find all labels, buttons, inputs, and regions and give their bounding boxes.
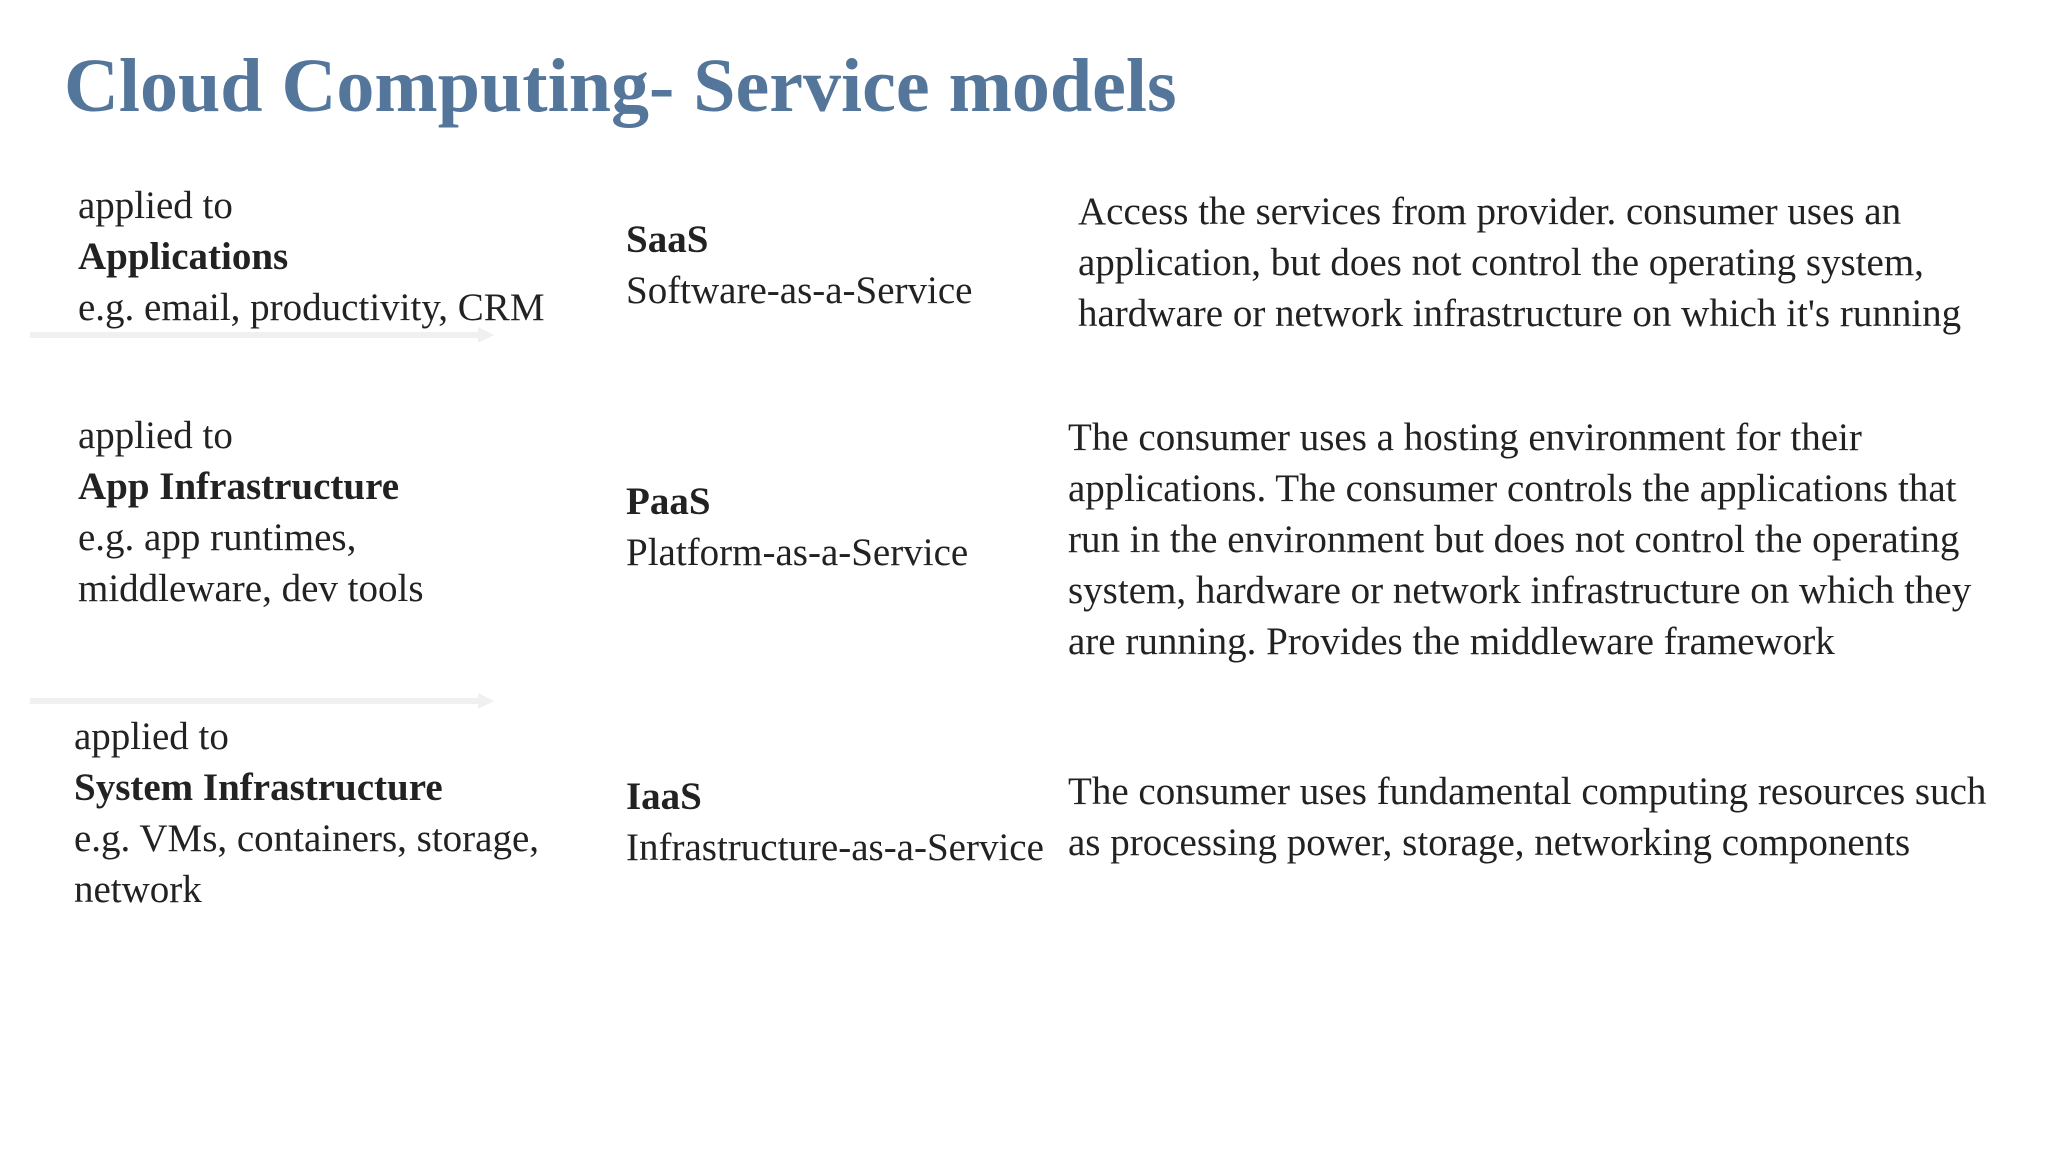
- applied-target: App Infrastructure: [78, 465, 400, 508]
- examples-line: middleware, dev tools: [78, 567, 424, 610]
- model-abbr: IaaS: [626, 775, 702, 818]
- model-full-name: Platform-as-a-Service: [626, 531, 969, 574]
- description-line: application, but does not control the operating system,: [1078, 241, 1924, 284]
- description-line: system, hardware or network infrastructure on which they: [1068, 569, 1972, 612]
- examples-line: e.g. VMs, containers, storage,: [74, 817, 540, 860]
- model-saas: [626, 214, 973, 316]
- model-full-name: Infrastructure-as-a-Service: [626, 826, 1044, 869]
- examples-line: network: [74, 868, 202, 911]
- model-full-name: Software-as-a-Service: [626, 269, 973, 312]
- model-abbr: SaaS: [626, 218, 709, 261]
- model-iaas: [626, 771, 1044, 873]
- description-line: Access the services from provider. consumer uses an: [1078, 190, 1902, 233]
- examples-line: e.g. app runtimes,: [78, 516, 357, 559]
- applied-to-app-infrastructure: [78, 410, 424, 614]
- arrow-divider-2: [30, 698, 480, 704]
- model-paas: [626, 476, 968, 578]
- model-abbr: PaaS: [626, 480, 711, 523]
- description-line: as processing power, storage, networking components: [1068, 821, 1911, 864]
- description-line: are running. Provides the middleware framework: [1068, 620, 1835, 663]
- applied-target: Applications: [78, 235, 289, 278]
- applied-target: System Infrastructure: [74, 766, 443, 809]
- description-line: The consumer uses a hosting environment for their: [1068, 416, 1862, 459]
- description-paas: [1068, 412, 1971, 667]
- applied-prefix: applied to: [78, 414, 233, 457]
- arrow-divider-1: [30, 332, 480, 338]
- description-line: run in the environment but does not control the operating: [1068, 518, 1960, 561]
- slide-title: Cloud Computing- Service models: [64, 44, 1177, 128]
- description-saas: [1078, 186, 1961, 339]
- applied-to-system-infrastructure: [74, 711, 539, 915]
- examples-line: e.g. email, productivity, CRM: [78, 286, 545, 329]
- applied-to-applications: [78, 180, 545, 333]
- description-line: hardware or network infrastructure on which it's running: [1078, 292, 1962, 335]
- applied-prefix: applied to: [78, 184, 233, 227]
- applied-prefix: applied to: [74, 715, 229, 758]
- description-iaas: [1068, 766, 1986, 868]
- description-line: applications. The consumer controls the applications that: [1068, 467, 1957, 510]
- description-line: The consumer uses fundamental computing resources such: [1068, 770, 1987, 813]
